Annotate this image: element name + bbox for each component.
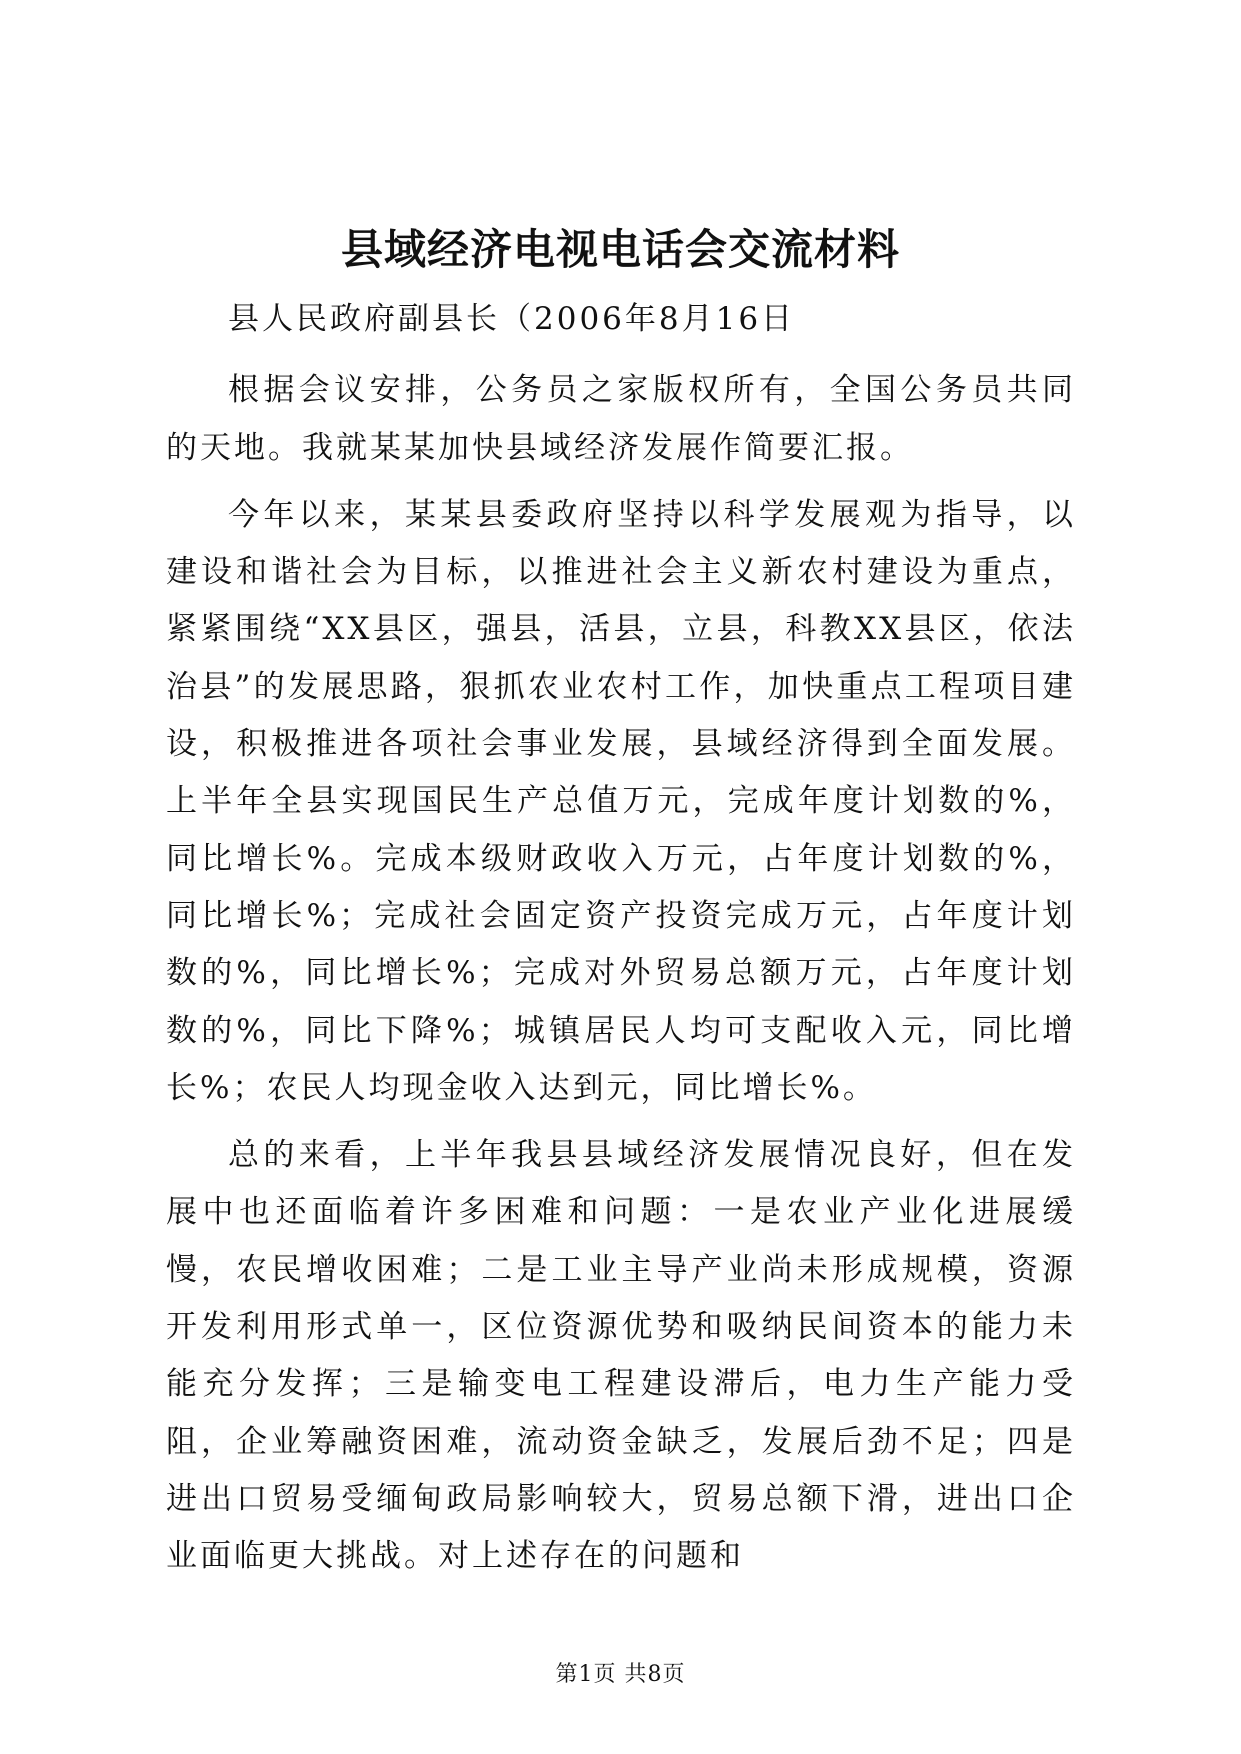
body-paragraph: 今年以来，某某县委政府坚持以科学发展观为指导，以建设和谐社会为目标，以推进社会主义新农村建设为重点，紧紧围绕“XX县区，强县，活县，立县，科教XX县区，依法治县”的发展思路，狠抓农业农村工作，加快重点工程项目建设，积极推进各项社会事业发展，县域经济得到全面发展。上半年全县实现国民生产总值万元，完成年度计划数的%，同比增长%。完成本级财政收入万元，占年度计划数的%，同比增长%；完成社会固定资产投资完成万元，占年度计划数的%，同比增长%；完成对外贸易总额万元，占年度计划数的%，同比下降%；城镇居民人均可支配收入元，同比增长%；农民人均现金收入达到元，同比增长%。 — [166, 496, 1076, 1106]
page-number-footer: 第1页 共8页 — [555, 1662, 686, 1687]
document-title: 县域经济电视电话会交流材料 — [340, 225, 900, 274]
author-date-line: 县人民政府副县长（2006年8月16日 — [228, 301, 796, 337]
body-paragraph: 总的来看，上半年我县县域经济发展情况良好，但在发展中也还面临着许多困难和问题：一是农业产业化进展缓慢，农民增收困难；二是工业主导产业尚未形成规模，资源开发利用形式单一，区位资源优势和吸纳民间资本的能力未能充分发挥；三是输变电工程建设滞后，电力生产能力受阻，企业筹融资困难，流动资金缺乏，发展后劲不足；四是进出口贸易受缅甸政局影响较大，贸易总额下滑，进出口企业面临更大挑战。对上述存在的问题和 — [166, 1137, 1076, 1575]
document-body — [166, 291, 1076, 1596]
body-paragraph: 根据会议安排，公务员之家版权所有，全国公务员共同的天地。我就某某加快县域经济发展作简要汇报。 — [166, 372, 1076, 466]
